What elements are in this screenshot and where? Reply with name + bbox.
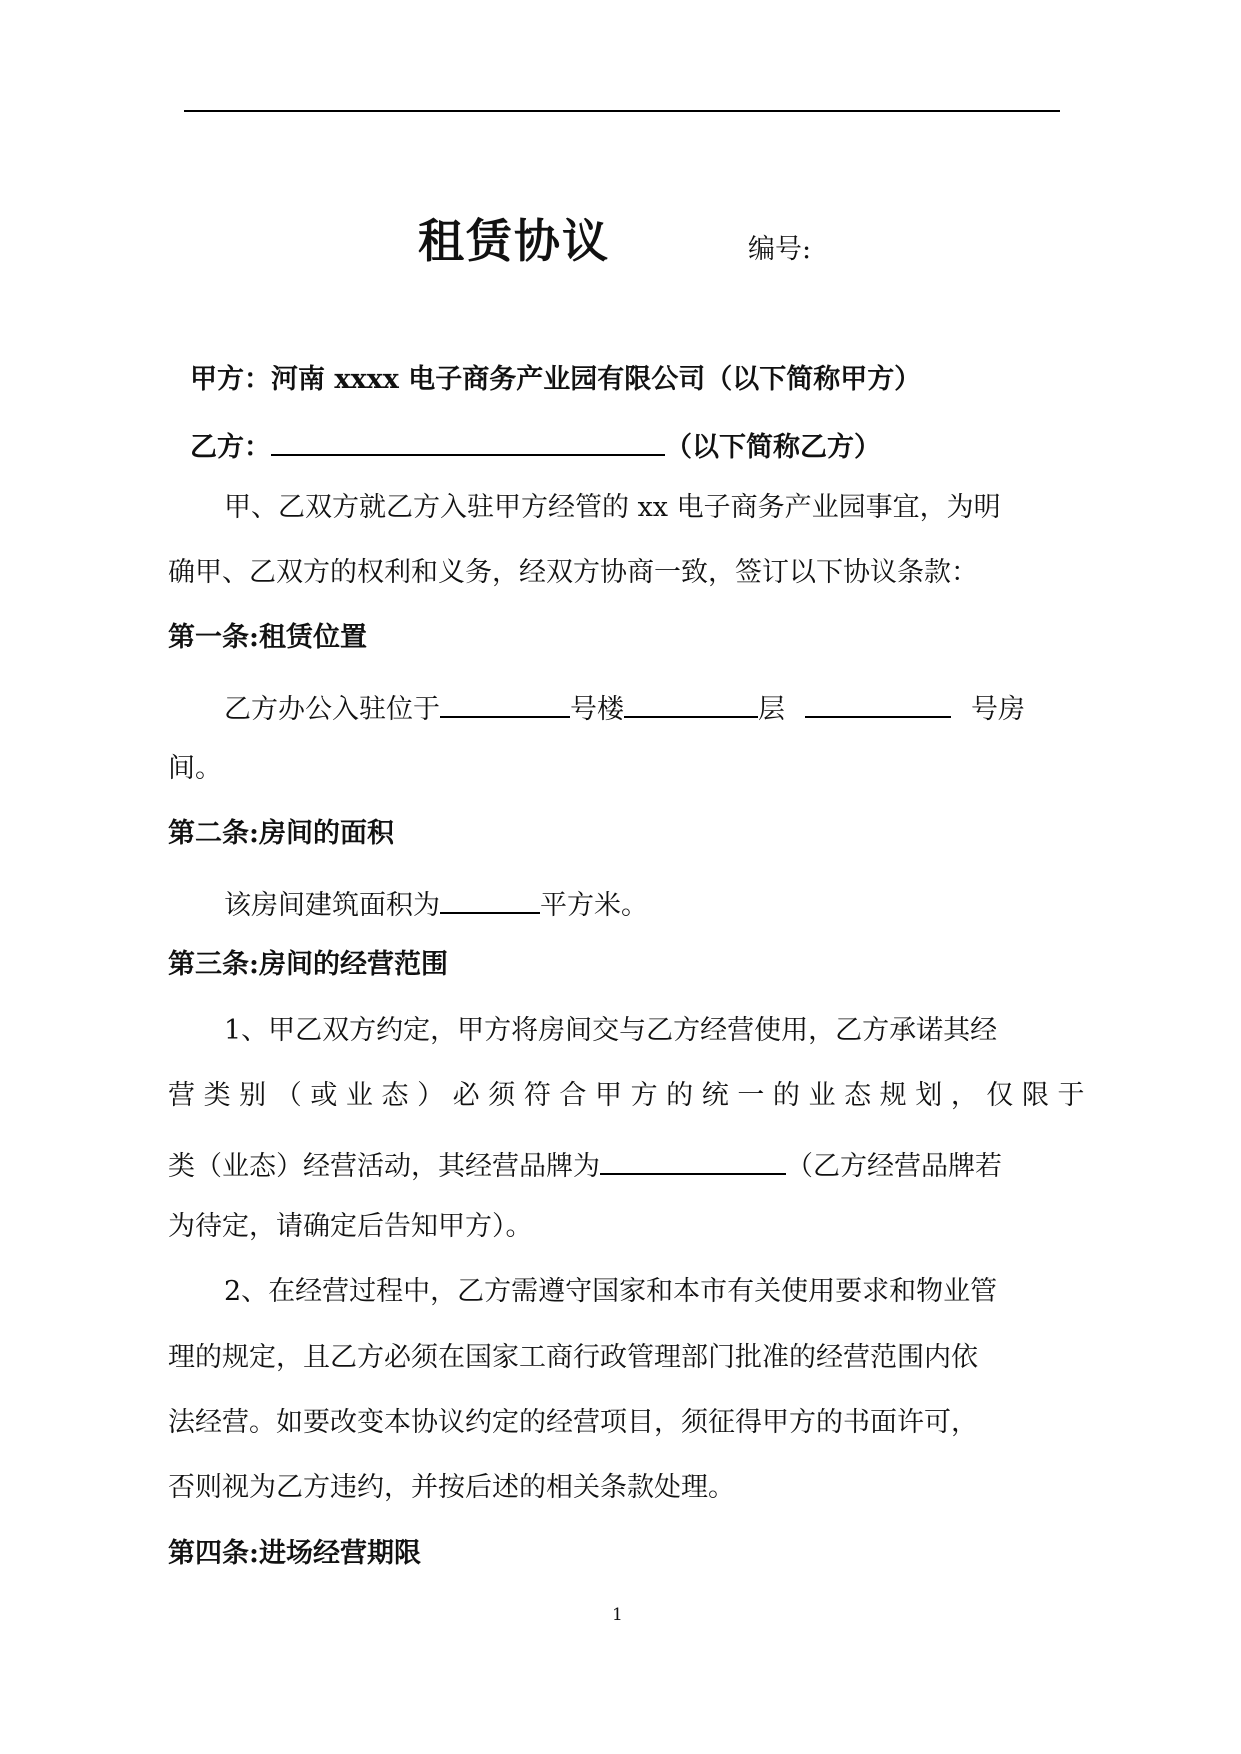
article1-location-line [224,690,1025,723]
brand-prefix: 类（业态）经营活动，其经营品牌为 [168,1151,600,1182]
intro-line-1: 甲、乙双方就乙方入驻甲方经管的 xx 电子商务产业园事宜，为明 [224,492,1001,523]
article3-p1-line-4: 为待定，请确定后告知甲方）。 [168,1211,533,1242]
party-b-blank [271,428,665,456]
floor-label: 层 [758,694,785,725]
brand-suffix: （乙方经营品牌若 [786,1151,1002,1182]
building-label: 号楼 [570,694,624,725]
article1-continuation: 间。 [168,753,222,784]
article1-prefix: 乙方办公入驻位于 [224,694,440,725]
document-title: 租赁协议 [418,214,610,268]
serial-number-label: 编号: [748,234,812,265]
article3-p2-line-4: 否则视为乙方违约，并按后述的相关条款处理。 [168,1472,735,1503]
article1-heading: 第一条:租赁位置 [168,622,367,653]
article3-p1-line-3 [168,1147,1002,1180]
room-blank [805,690,951,718]
party-b-label: 乙方： [190,432,271,463]
article2-heading: 第二条:房间的面积 [168,818,394,849]
building-blank [440,690,570,718]
header-rule [184,110,1060,112]
article3-p1-line-1: 1、甲乙双方约定，甲方将房间交与乙方经营使用，乙方承诺其经 [224,1015,998,1046]
article2-area-line [224,886,648,919]
floor-blank [624,690,758,718]
area-prefix: 该房间建筑面积为 [224,890,440,921]
article3-p2-line-2: 理的规定，且乙方必须在国家工商行政管理部门批准的经营范围内依 [168,1342,978,1373]
article3-p2-line-1: 2、在经营过程中，乙方需遵守国家和本市有关使用要求和物业管 [224,1276,998,1307]
party-b [190,428,881,461]
article3-p2-line-3: 法经营。如要改变本协议约定的经营项目，须征得甲方的书面许可， [168,1407,978,1438]
article3-p1-line-2: 营 类 别 （ 或 业 态 ） 必 须 符 合 甲 方 的 统 一 的 业 态 规 划 ， 仅 限 于 [168,1080,1085,1111]
article3-heading: 第三条:房间的经营范围 [168,949,448,980]
area-suffix: 平方米。 [540,890,648,921]
party-a: 甲方：河南 xxxx 电子商务产业园有限公司（以下简称甲方） [190,364,922,395]
article4-heading: 第四条:进场经营期限 [168,1538,421,1569]
party-b-suffix: （以下简称乙方） [665,432,881,463]
room-label: 号房 [971,694,1025,725]
area-blank [440,886,540,914]
brand-blank [600,1147,786,1175]
page-number: 1 [612,1605,623,1625]
intro-line-2: 确甲、乙双方的权利和义务，经双方协商一致，签订以下协议条款： [168,557,978,588]
